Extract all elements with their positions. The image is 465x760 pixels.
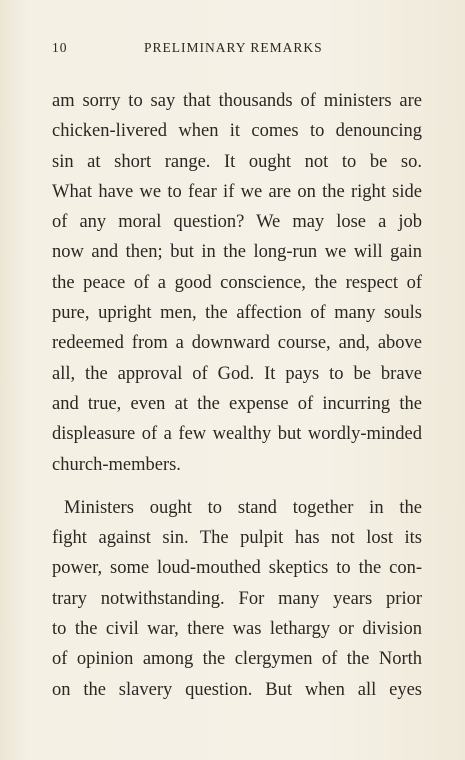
text-line: of opinion among the clergymen of the North [52, 649, 422, 670]
paragraph-2 [52, 493, 422, 705]
text-line: sin at short range. It ought not to be so. [52, 151, 422, 172]
text-line: trary notwithstanding. For many years prior [52, 588, 422, 609]
text-line: am sorry to say that thousands of ministers are [52, 91, 422, 111]
text-line: of any moral question? We may lose a job [52, 212, 422, 233]
text-line: power, some loud-mouthed skeptics to the con- [52, 558, 422, 579]
text-line: pure, upright men, the affection of many souls [52, 303, 422, 324]
text-line: to the civil war, there was lethargy or division [52, 619, 422, 640]
text-line: displeasure of a few wealthy but wordly-minded [52, 424, 422, 445]
paragraph-1 [52, 86, 422, 480]
running-head: PRELIMINARY REMARKS [144, 40, 323, 55]
paragraph-gap [52, 480, 422, 493]
text-line: Ministers ought to stand together in the [64, 497, 422, 518]
page-header [52, 40, 337, 62]
text-line: redeemed from a downward course, and, above [52, 333, 422, 354]
text-line: chicken-livered when it comes to denouncing [52, 121, 422, 142]
text-line: on the slavery question. But when all eyes [52, 679, 422, 700]
text-line: church-members. [52, 454, 181, 475]
text-line: fight against sin. The pulpit has not lost its [52, 528, 422, 549]
body-text [52, 86, 422, 705]
text-line: now and then; but in the long-run we will gain [52, 242, 422, 263]
text-line: all, the approval of God. It pays to be brave [52, 363, 422, 384]
text-line: What have we to fear if we are on the right side [52, 181, 422, 202]
text-line: the peace of a good conscience, the respect of [52, 272, 422, 293]
page-number: 10 [52, 40, 68, 55]
text-line: and true, even at the expense of incurring the [52, 393, 422, 414]
